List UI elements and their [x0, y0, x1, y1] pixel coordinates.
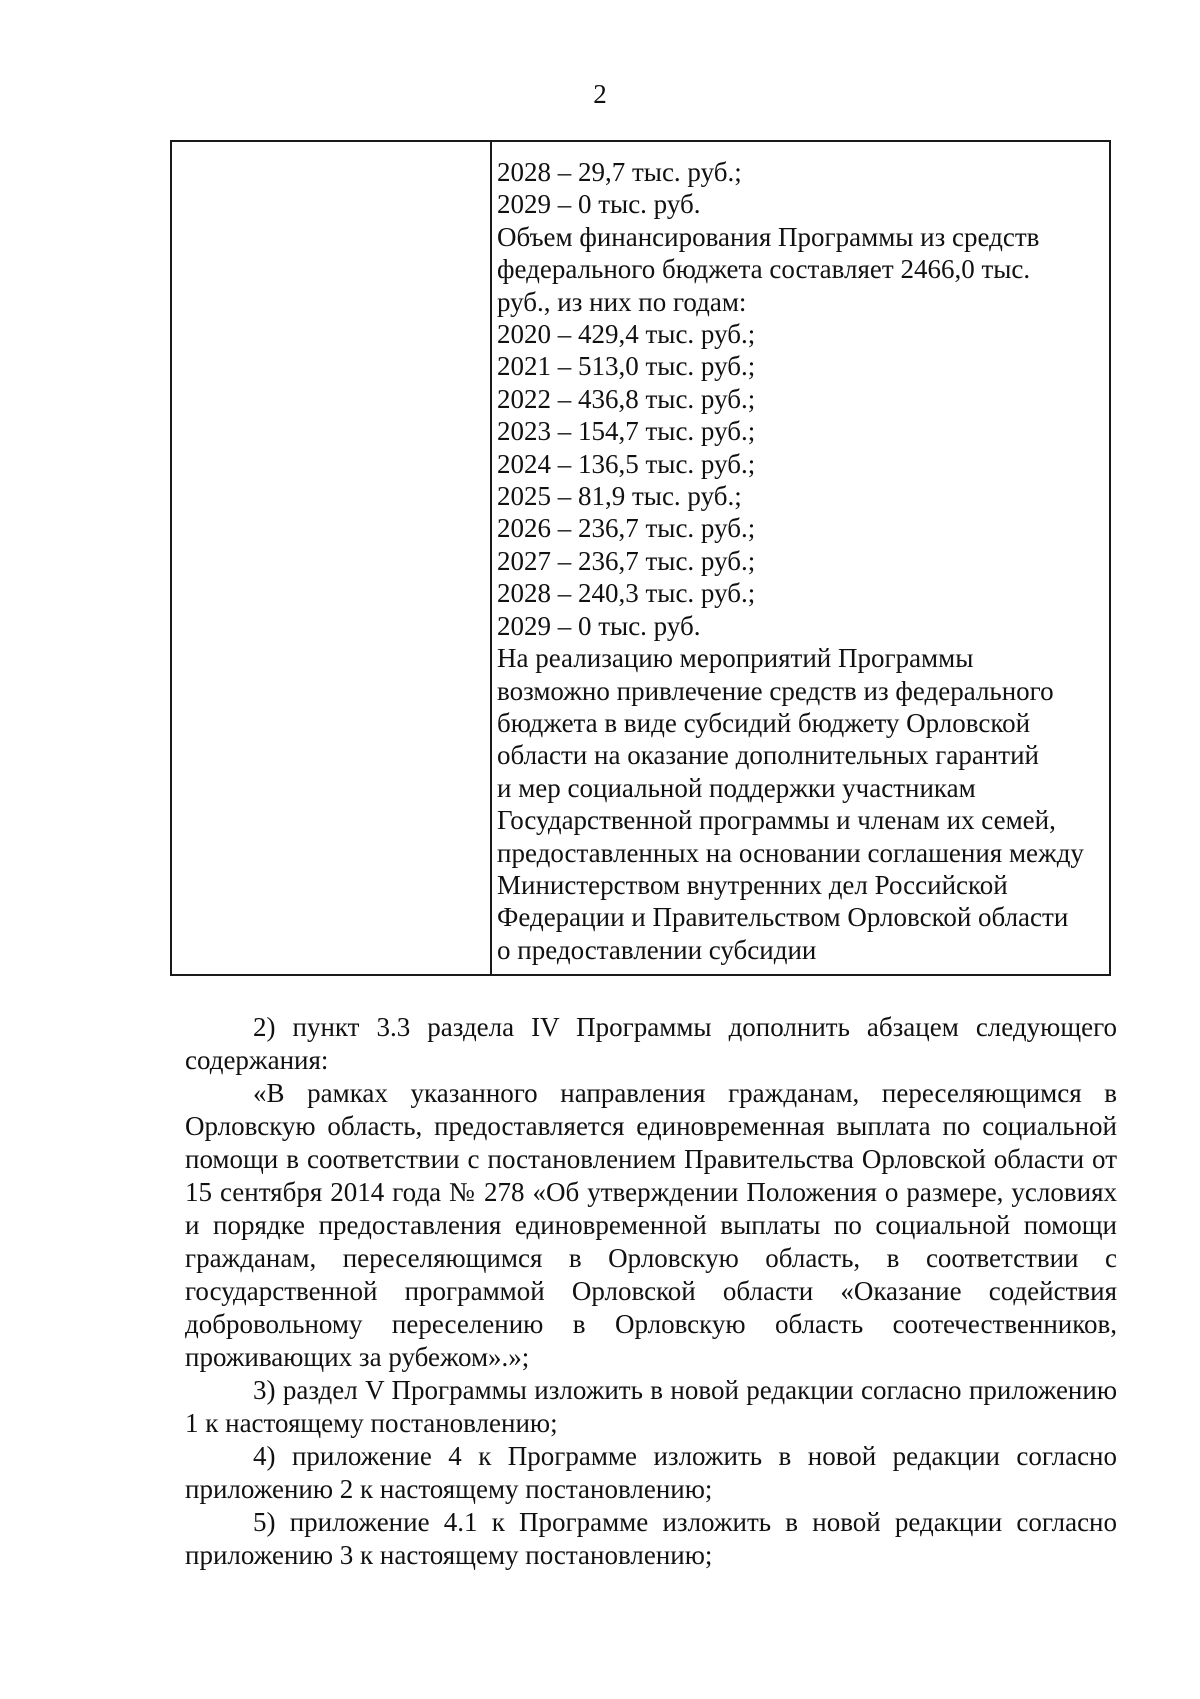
table-line: 2028 – 240,3 тыс. руб.; [497, 578, 756, 609]
table-line: 2027 – 236,7 тыс. руб.; [497, 545, 756, 576]
item-2-quote: «В рамках указанного направления гражданам, переселяющимся в Орловскую область, предоставляется единовременная выплата по социальной помощи в соответствии с постановлением Правительства Орловской области от 15 сентября 2014 года № 278 «Об утверждении Положения о размере, условиях и порядке предоставления единовременной выплаты по социальной помощи гражданам, переселяющимся в Орловскую область, в соответствии с государственной программой Орловской области «Оказание содействия добровольному переселению в Орловскую область соотечественников, проживающих за рубежом».»; [185, 1078, 1117, 1372]
table-line: Федерации и Правительством Орловской области [497, 902, 1069, 933]
amendments-text [185, 1011, 1117, 1572]
table-line: На реализацию мероприятий Программы [497, 643, 974, 674]
table-line: предоставленных на основании соглашения между [497, 837, 1084, 868]
table-line: 2029 – 0 тыс. руб. [497, 189, 701, 220]
table-line: области на оказание дополнительных гарантий [497, 740, 1039, 771]
funding-table [170, 140, 1111, 976]
table-line: Государственной программы и членам их семей, [497, 805, 1056, 836]
table-line: бюджета в виде субсидий бюджету Орловской [497, 707, 1031, 738]
table-line: федерального бюджета составляет 2466,0 тыс. [497, 254, 1031, 285]
table-line: о предоставлении субсидии [497, 934, 817, 965]
table-left-cell [172, 142, 492, 974]
page-number: 2 [593, 79, 607, 109]
table-line: руб., из них по годам: [497, 286, 747, 317]
item-4: 4) приложение 4 к Программе изложить в новой редакции согласно приложению 2 к настоящему постановлению; [185, 1441, 1117, 1504]
table-line: Объем финансирования Программы из средств [497, 221, 1040, 252]
table-line: 2023 – 154,7 тыс. руб.; [497, 416, 756, 447]
table-line: 2022 – 436,8 тыс. руб.; [497, 383, 756, 414]
table-line: 2026 – 236,7 тыс. руб.; [497, 513, 756, 544]
item-2-intro: 2) пункт 3.3 раздела IV Программы дополнить абзацем следующего содержания: [185, 1012, 1117, 1075]
table-right-cell [492, 142, 1109, 974]
table-line: 2021 – 513,0 тыс. руб.; [497, 351, 756, 382]
item-3: 3) раздел V Программы изложить в новой редакции согласно приложению 1 к настоящему постановлению; [185, 1375, 1117, 1438]
table-line: 2028 – 29,7 тыс. руб.; [497, 157, 742, 187]
table-line: Министерством внутренних дел Российской [497, 869, 1008, 900]
table-line: возможно привлечение средств из федерального [497, 675, 1054, 706]
table-line: 2024 – 136,5 тыс. руб.; [497, 448, 756, 479]
item-5: 5) приложение 4.1 к Программе изложить в новой редакции согласно приложению 3 к настоящему постановлению; [185, 1507, 1117, 1570]
table-line: 2025 – 81,9 тыс. руб.; [497, 481, 742, 512]
table-line: 2029 – 0 тыс. руб. [497, 610, 701, 641]
table-line: и мер социальной поддержки участникам [497, 772, 976, 803]
table-line: 2020 – 429,4 тыс. руб.; [497, 319, 756, 350]
